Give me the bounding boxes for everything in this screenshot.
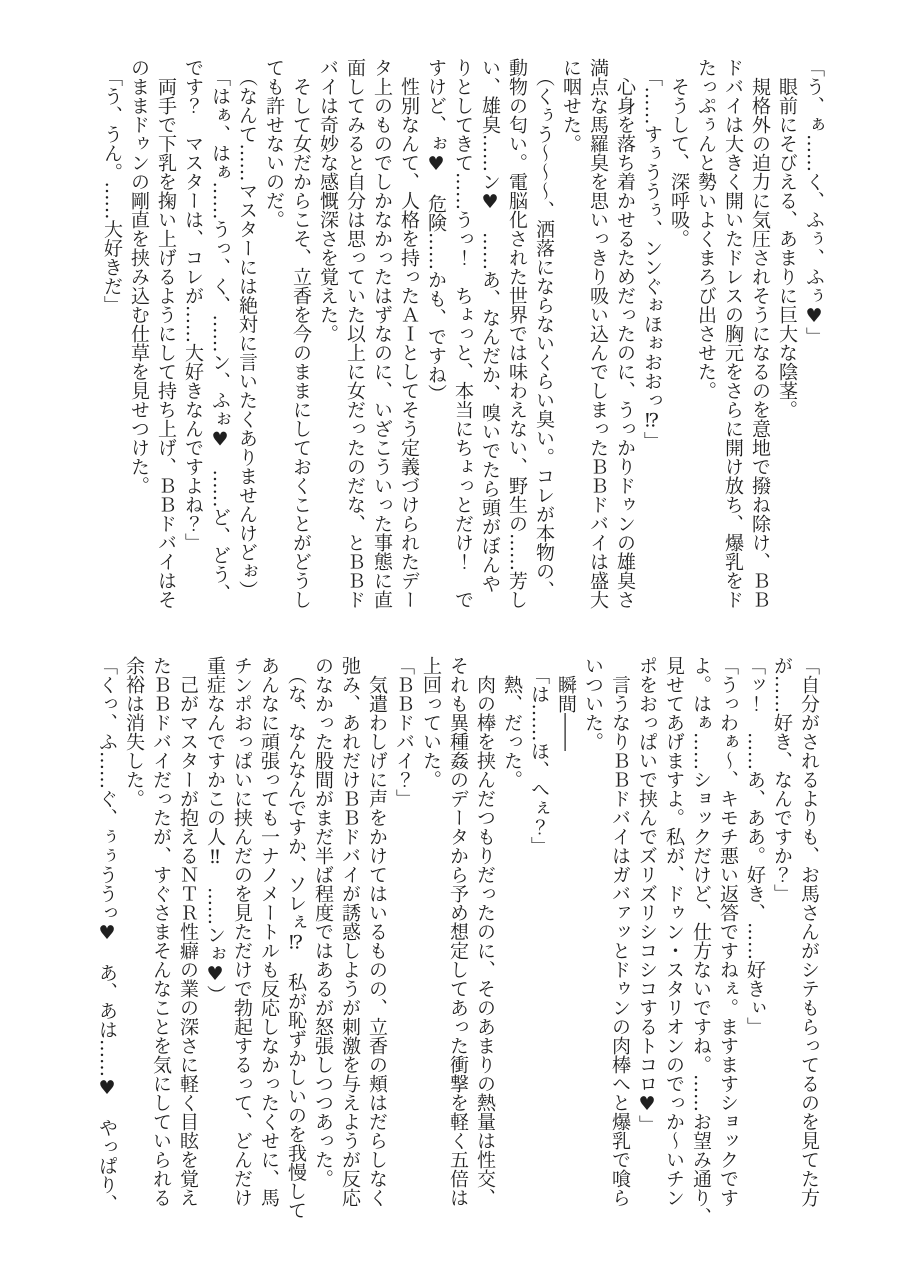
text-line: 眼前にそびえる、あまりに巨大な陰茎。 [776,58,798,419]
text-line: 「う、ぁ……く、ふぅ、ふぅ♥」 [803,58,825,346]
text-line: 己がマスターが抱えるＮＴＲ性癖の業の深さに軽く目眩を覚え [177,656,199,1207]
text-line: です？ マスターは、コレが……大好きなんですよね？」 [182,58,204,552]
text-line: 「ＢＢドバイ？」 [393,656,415,808]
text-line: チンポおっぱいに挟んだのを見ただけで勃起するって、どんだけ [231,656,253,1207]
text-line: タ上のものでしかなかったはずなのに、いざこういった事態に直 [371,58,393,609]
text-line: 動物の匂い。電脳化された世界では味わえない、野生の……芳し [506,58,528,609]
text-line: すけど、ぉ♥ 危険……かも、ですね） [425,58,447,403]
text-line: 「自分がされるよりも、お馬さんがシテもらってるのを見てた方 [798,656,820,1207]
novel-text-bottom-section [93,656,822,1226]
text-line: 気遣わしげに声をかけてはいるものの、立香の頬はだらしなく [366,656,388,1207]
text-line: 肉の棒を挟んだつもりだったのに、そのあまりの熱量は性交、 [474,656,496,1207]
text-line: 余裕は消失した。 [123,656,145,808]
text-line: ても許せないのだ。 [263,58,285,229]
text-line: よ。はぁ……ショックだけど、仕方ないですね。……お望み通り、 [690,656,712,1226]
text-line: に咽せた。 [560,58,582,153]
text-line: たっぷぅんと勢いよくまろび出させた。 [695,58,717,400]
text-line: 性別なんて、人格を持ったＡＩとしてそう定義づけられたデー [398,58,420,609]
text-line: 「くっ、ふ……ぐ、ぅぅううっ♥ あ、あは……♥ やっぱり、 [96,656,118,1213]
text-line: い、雄臭……ン♥ ……あ、なんだか、嗅いでたら頭がぼんや [479,58,501,593]
text-line: 「はぁ、はぁ……うっ、く、……ン、ふぉ♥ ……ど、どう、 [209,58,231,603]
text-line: のなかった股間がまだ半ば程度ではあるが怒張しつつあった。 [312,656,334,1188]
text-line: あんなに頑張っても一ナノメートルも反応しなかったくせに、馬 [258,656,280,1207]
text-line: 「……すぅううぅ、ンンぐぉほぉおおっ⁉」 [641,58,663,451]
text-line: 見せてあげますよ。私が、ドゥン・スタリオンのでっか～いチン [663,656,685,1207]
text-line: ドバイは大きく開いたドレスの胸元をさらに開け放ち、爆乳をド [722,58,744,609]
text-line: 規格外の迫力に気圧されそうになるのを意地で撥ね除け、ＢＢ [749,58,771,609]
text-line: が……好き、なんですか？」 [771,656,793,903]
text-line: 心身を落ち着かせるためだったのに、うっかりドゥンの雄臭さ [614,58,636,609]
text-line: （くぅう～～～、洒落にならないくらい臭い。コレが本物の、 [533,58,555,600]
text-line: いついた。 [582,656,604,751]
text-line: 両手で下乳を掬い上げるようにして持ち上げ、ＢＢドバイはそ [155,58,177,609]
text-line: （な、なんなんですか、ソレぇ⁉ 私が恥ずかしいのを我慢して [285,656,307,1220]
text-line: 弛み、あれだけＢＢドバイが誘惑しようが刺激を与えようが反応 [339,656,361,1207]
text-line: そうして、深呼吸。 [668,58,690,248]
text-line: 熱、だった。 [501,656,523,789]
text-line: 言うなりＢＢドバイはガバァッとドゥンの肉棒へと爆乳で喰ら [609,656,631,1207]
text-line: 「は……ほ、へぇ？」 [528,656,550,856]
text-line: 「う、うん。……大好きだ」 [101,58,123,315]
text-line: そして女だからこそ、立香を今のままにしておくことがどうし [290,58,312,609]
text-line: 重症なんですかこの人‼ ……ンぉ♥） [204,656,226,1004]
text-line: それも異種姦のデータから予め想定してあった衝撃を軽く五倍は [447,656,469,1207]
text-line: 満点な馬羅臭を思いっきり吸い込んでしまったＢＢドバイは盛大 [587,58,609,609]
text-line: 「ッ！ ……あ、ああ。好き、……好きぃ」 [744,656,766,1036]
text-line: のままドゥンの剛直を挟み込む仕草を見せつけた。 [128,58,150,495]
text-line: バイは奇妙な感慨深さを覚えた。 [317,58,339,343]
text-line: 「うっわぁ～、キモチ悪い返答ですねぇ。ますますショックです [717,656,739,1207]
text-line: りとしてきて……うっ！ ちょっと、本当にちょっとだけ！ で [452,58,474,609]
text-line: ポをおっぱいで挟んでズリズリシコシコするトコロ♥」 [636,656,658,1134]
novel-text-top-section [98,58,827,613]
text-line: （なんて……マスターには絶対に言いたくありませんけどぉ） [236,58,258,600]
text-line: 上回っていた。 [420,656,442,789]
text-line: 瞬間―― [555,656,577,751]
text-line: 面してみると自分は思っていた以上に女だったのだな、とＢＢド [344,58,366,609]
text-line: たＢＢドバイだったが、すぐさまそんなことを気にしていられる [150,656,172,1207]
